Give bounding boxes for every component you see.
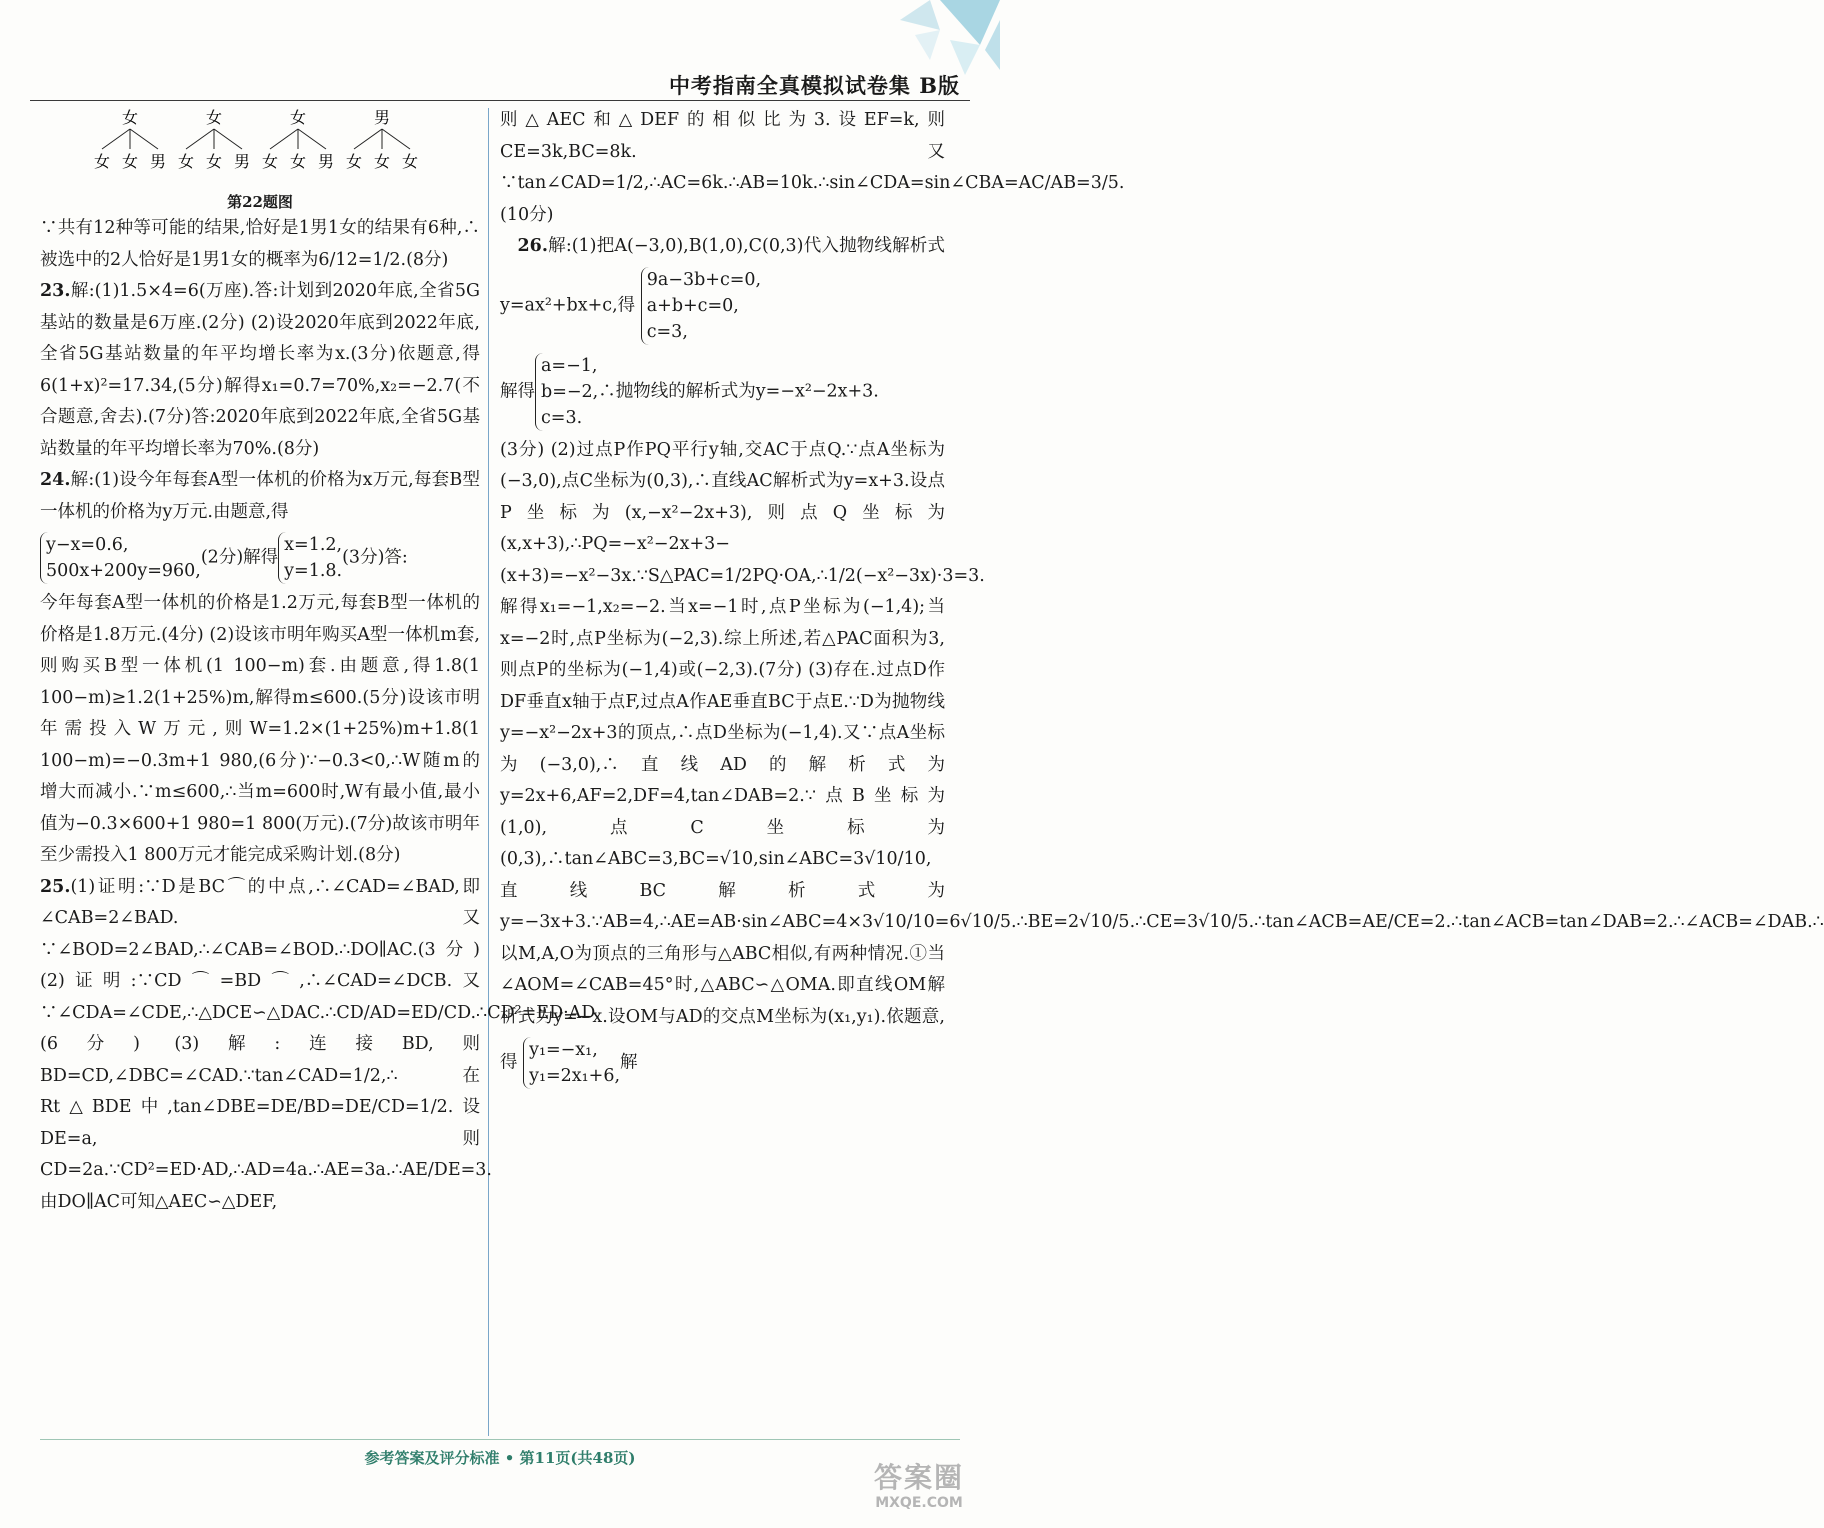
tree-leaf: 男 bbox=[149, 152, 167, 171]
header-rule bbox=[30, 100, 970, 101]
tree-diagram bbox=[40, 105, 480, 191]
q24-solution bbox=[40, 465, 480, 872]
q25-number: 25. bbox=[40, 876, 71, 897]
q26-text-a: 解:(1)把A(−3,0),B(1,0),C(0,3)代入抛物线解析式y=ax²+bx+c,得 bbox=[500, 236, 945, 315]
q24-text-b: 今年每套A型一体机的价格是1.2万元,每套B型一体机的价格是1.8万元.(4分) (2)设该市明年购买A型一体机m套,则购买B型一体机(1 100−m)套.由题意,得1.8(1 100−m)≥1.2(1+25%)m,解得m≤600.(5分)设该市明年需投入W万元,则W=1.2×(1+25%)m+1.8(1 100−m)=−0.3m+1 980,(6分)∵−0.3<0,∴W随m的增大而减小.∵m≤600,∴当m=600时,W有最小值,最小值为−0.3×600+1 980=1 800(万元).(7分)故该市明年至少需投入1 800万元才能完成采购计划.(8分) bbox=[40, 593, 480, 865]
q26-sys1-eq3: c=3, bbox=[646, 321, 688, 342]
q26-mid: 解得 bbox=[500, 381, 535, 401]
tree-leaf: 女 bbox=[205, 152, 223, 171]
q24-number: 24. bbox=[40, 470, 71, 490]
q26-solution bbox=[500, 231, 1824, 1093]
q26-number: 26. bbox=[517, 236, 548, 256]
corner-decoration bbox=[780, 0, 1000, 80]
q24-mid: (2分)解得 bbox=[200, 547, 279, 568]
q25-continued: 则△AEC和△DEF的相似比为3.设EF=k,则CE=3k,BC=8k.又∵tan∠CAD=1/2,∴AC=6k.∴AB=10k.∴sin∠CDA=sin∠CBA=AC/AB=3/5.(10分) bbox=[500, 110, 1125, 225]
footer-rule bbox=[40, 1439, 960, 1440]
q26-end: 解 bbox=[620, 1052, 638, 1073]
q24-text-a: 解:(1)设今年每套A型一体机的价格为x万元,每套B型一体机的价格为y万元.由题意,得 bbox=[40, 470, 480, 522]
q26-system-1 bbox=[641, 267, 761, 345]
header-title: 中考指南全真模拟试卷集 B版 bbox=[668, 73, 960, 98]
tree-leaf: 女 bbox=[177, 152, 195, 171]
q24-system-1 bbox=[40, 532, 201, 584]
column-divider bbox=[488, 108, 489, 1436]
q26-sys2-eq2: b=−2, bbox=[541, 381, 599, 402]
tree-leaf: 女 bbox=[261, 152, 279, 171]
tree-root-3: 男 bbox=[373, 108, 391, 127]
tree-branch bbox=[102, 129, 130, 149]
tree-branch bbox=[130, 129, 158, 149]
q26-sys2-eq1: a=−1, bbox=[541, 355, 598, 376]
q24-sys2-eq1: x=1.2, bbox=[284, 535, 343, 555]
q24-sys1-eq1: y−x=0.6, bbox=[46, 535, 129, 555]
tree-root-1: 女 bbox=[205, 108, 223, 127]
tree-branch bbox=[270, 129, 298, 149]
tree-leaf: 女 bbox=[373, 152, 391, 171]
q26-text-b: (3分) (2)过点P作PQ平行y轴,交AC于点Q.∵点A坐标为(−3,0),点C坐标为(0,3),∴直线AC解析式为y=x+3.设点P坐标为(x,−x²−2x+3),则点Q坐标为(x,x+3),∴PQ=−x²−2x+3−(x+3)=−x²−3x.∵S△PAC=1/2PQ·OA,∴1/2(−x²−3x)·3=3.解得x₁=−1,x₂=−2.当x=−1时,点P坐标为(−1,4);当x=−2时,点P坐标为(−2,3).综上所述,若△PAC面积为3,则点P的坐标为(−1,4)或(−2,3).(7分) (3)存在.过点D作DF垂直x轴于点F,过点A作AE垂直BC于点E.∵D为抛物线y=−x²−2x+3的顶点,∴点D坐标为(−1,4).又∵点A坐标为(−3,0),∴直线AD的解析式为y=2x+6,AF=2,DF=4,tan∠DAB=2.∵点B坐标为(1,0),点C坐标为(0,3),∴tan∠ABC=3,BC=√10,sin∠ABC=3√10/10,直线BC解析式为y=−3x+3.∵AB=4,∴AE=AB·sin∠ABC=4×3√10/10=6√10/5.∴BE=2√10/5.∴CE=3√10/5.∴tan∠ACB=AE/CE=2.∴tan∠ACB=tan∠DAB=2.∴∠ACB=∠DAB.∴以M,A,O为顶点的三角形与△ABC相似,有两种情况.①当∠AOM=∠CAB=45°时,△ABC∽△OMA.即直线OM解析式为y=−x.设OM与AD的交点M坐标为(x₁,y₁).依题意,得 bbox=[500, 439, 1824, 1073]
q24-sys1-eq2: 500x+200y=960, bbox=[46, 561, 201, 581]
watermark-sub: MXQE.COM bbox=[875, 1495, 963, 1511]
q26-system-2 bbox=[535, 353, 598, 431]
q24-mid-2: (3分)答: bbox=[342, 547, 408, 568]
q26-sys1-eq2: a+b+c=0, bbox=[646, 295, 739, 316]
right-column bbox=[500, 105, 1824, 1093]
tree-leaf: 女 bbox=[401, 152, 419, 171]
q23-text: 解:(1)1.5×4=6(万座).答:计划到2020年底,全省5G基站的数量是6万座.(2分) (2)设2020年底到2022年底,全省5G基站数量的年平均增长率为x.(3分)依题意,得6(1+x)²=17.34,(5分)解得x₁=0.7=70%,x₂=−2.7(不合题意,舍去).(7分)答:2020年底到2022年底,全省5G基站数量的年平均增长率为70%.(8分) bbox=[40, 281, 480, 459]
q26-sys2-eq3: c=3. bbox=[541, 407, 583, 428]
page-footer: 参考答案及评分标准 • 第11页(共48页) bbox=[364, 1449, 636, 1467]
tree-leaf: 男 bbox=[233, 152, 251, 171]
watermark-logo bbox=[844, 1462, 994, 1520]
tree-leaf: 女 bbox=[121, 152, 139, 171]
q26-sys3-eq2: y₁=2x₁+6, bbox=[529, 1066, 621, 1086]
q26-sys1-eq1: 9a−3b+c=0, bbox=[646, 269, 762, 290]
tree-leaf: 男 bbox=[317, 152, 335, 171]
tree-root-2: 女 bbox=[289, 108, 307, 127]
tree-branch bbox=[298, 129, 326, 149]
tree-branch bbox=[186, 129, 214, 149]
tree-branch bbox=[354, 129, 382, 149]
tree-root-0: 女 bbox=[121, 108, 139, 127]
q25-text: (1)证明:∵D是BC⌒的中点,∴∠CAD=∠BAD,即∠CAB=2∠BAD.又∵∠BOD=2∠BAD,∴∠CAB=∠BOD.∴DO∥AC.(3分) (2)证明:∵CD⌒=BD⌒,∴∠CAD=∠DCB.又∵∠CDA=∠CDE,∴△DCE∽△DAC.∴CD/AD=ED/CD.∴CD²=ED·AD.(6分) (3)解:连接BD,则BD=CD,∠DBC=∠CAD.∵tan∠CAD=1/2,∴在Rt△BDE中,tan∠DBE=DE/BD=DE/CD=1/2.设DE=a,则CD=2a.∵CD²=ED·AD,∴AD=4a.∴AE=3a.∴AE/DE=3.由DO∥AC可知△AEC∽△DEF, bbox=[40, 876, 601, 1212]
q23-number: 23. bbox=[40, 281, 71, 301]
tree-leaf: 女 bbox=[289, 152, 307, 171]
q23-solution bbox=[40, 276, 480, 465]
tree-branch bbox=[382, 129, 410, 149]
tree-leaf: 女 bbox=[345, 152, 363, 171]
watermark-main: 答案圈 bbox=[873, 1461, 964, 1494]
q26-sys3-eq1: y₁=−x₁, bbox=[529, 1040, 598, 1060]
q26-mid-2: ∴抛物线的解析式为y=−x²−2x+3. bbox=[598, 381, 879, 401]
tree-caption: 第22题图 bbox=[227, 193, 293, 211]
tree-branch bbox=[214, 129, 242, 149]
q26-system-3 bbox=[523, 1037, 620, 1089]
q22-conclusion: ∵共有12种等可能的结果,恰好是1男1女的结果有6种,∴被选中的2人恰好是1男1女的概率为6/12=1/2.(8分) bbox=[40, 218, 480, 270]
q24-system-2 bbox=[278, 532, 342, 584]
tree-leaf: 女 bbox=[93, 152, 111, 171]
q24-sys2-eq2: y=1.8. bbox=[284, 561, 343, 581]
